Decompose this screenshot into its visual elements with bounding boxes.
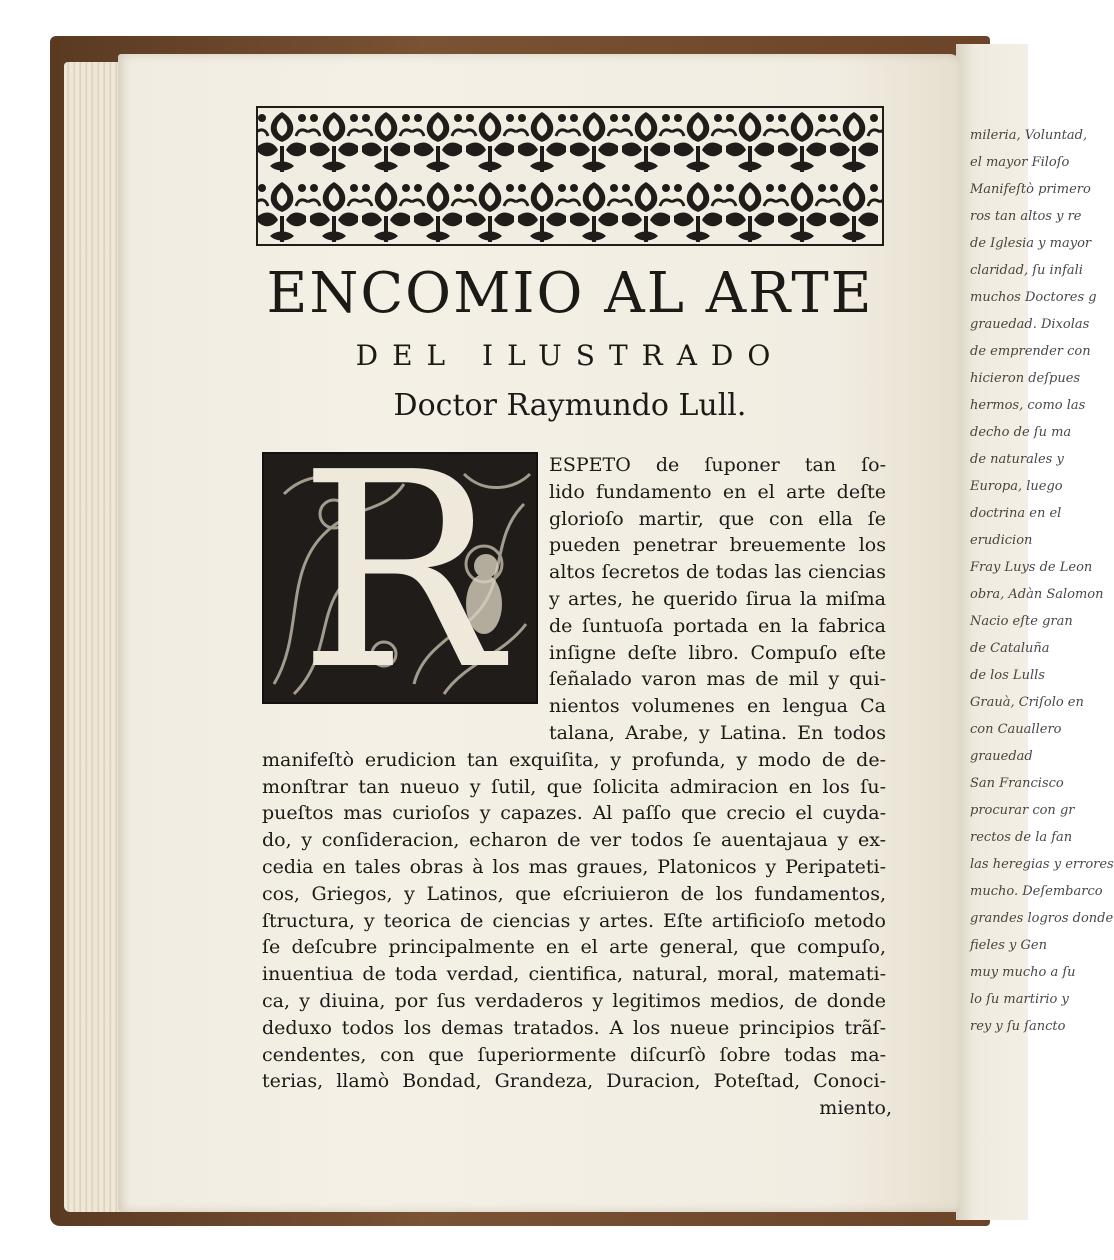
facing-line: grandes logros donde (970, 911, 1114, 926)
body-line: ſe deſcubre principalmente en el arte general, que compuſo, (262, 936, 886, 958)
facing-line: procurar con gr (970, 803, 1075, 818)
facing-line: muy mucho a ſu (970, 965, 1076, 980)
body-line: de ſuntuoſa portada en la fabrica (549, 615, 886, 637)
facing-line: Europa, luego (970, 479, 1063, 494)
facing-line: rectos de la fan (970, 830, 1073, 845)
body-line: lido fundamento en el arte deſte (549, 481, 886, 503)
body-line: cos, Griegos, y Latinos, que eſcriuieron de los fundamentos, (262, 883, 886, 905)
facing-page-text (956, 44, 1114, 1040)
body-line: ſtructura, y teorica de ciencias y artes. Eſte artificioſo metodo (262, 910, 886, 932)
woodcut-initial (262, 414, 538, 729)
facing-line: erudicion (970, 533, 1033, 548)
facing-line: decho de ſu ma (970, 425, 1072, 440)
facing-line: doctrina en el (970, 506, 1062, 521)
facing-line: San Francisco (970, 776, 1064, 791)
facing-line: obra, Adàn Salomon (970, 587, 1104, 602)
facing-line: Grauà, Criſolo en (970, 695, 1084, 710)
facing-line: de Iglesia y mayor (970, 236, 1092, 251)
body-line: inuentiua de toda verdad, cientifica, natural, moral, matemati- (262, 963, 886, 985)
facing-line: muchos Doctores g (970, 290, 1097, 305)
body-line: deduxo todos los demas tratados. A los nueue principios trãſ- (262, 1017, 886, 1039)
heading-title: ENCOMIO AL ARTE (266, 261, 874, 326)
body-line: talana, Arabe, y Latina. En todos (549, 722, 886, 744)
body-line: ſeñalado varon mas de mil y qui- (549, 668, 886, 690)
facing-line: de los Lulls (970, 668, 1045, 683)
facing-line: mucho. Deſembarco (970, 884, 1103, 899)
facing-line: mileria, Voluntad, (970, 128, 1088, 143)
facing-line: rey y ſu ſancto (970, 1019, 1066, 1034)
body-line: pueſtos mas curioſos y capazes. Al paſſo que crecio el cuyda- (262, 802, 886, 824)
ornament-band (256, 106, 884, 246)
facing-line: ros tan altos y re (970, 209, 1082, 224)
body-line: inſigne deſte libro. Compuſo eſte (549, 642, 886, 664)
heading-author: Doctor Raymundo Lull. (393, 388, 747, 423)
facing-line: con Cauallero (970, 722, 1062, 737)
body-line: nientos volumenes en lengua Ca (549, 695, 886, 717)
body-line: y artes, he querido ſirua la miſma (549, 588, 886, 610)
body-line: ca, y diuina, por ſus verdaderos y legitimos medios, de donde (262, 990, 886, 1012)
body-line: do, y conſideracion, echaron de ver todos ſe auentajaua y ex- (262, 829, 886, 851)
body-line: cendentes, con que ſuperiormente diſcurſò ſobre todas ma- (262, 1044, 886, 1066)
body-line: altos ſecretos de todas las ciencias (549, 561, 886, 583)
facing-line: hicieron deſpues (970, 371, 1081, 386)
facing-page (956, 44, 1114, 1220)
initial-letter: R (298, 414, 502, 729)
facing-line: de emprender con (970, 344, 1091, 359)
facing-line: lo ſu martirio y (970, 992, 1069, 1007)
facing-line: hermos, como las (970, 398, 1086, 413)
body-line: manifeſtò erudicion tan exquiſita, y profunda, y modo de de- (262, 749, 886, 771)
facing-line: las heregias y errores (970, 857, 1114, 872)
facing-line: de naturales y (970, 452, 1064, 467)
body-line: pueden penetrar breuemente los (549, 534, 886, 556)
body-line: monſtrar tan nueuo y ſutil, que ſolicita admiracion en los ſu- (262, 776, 886, 798)
facing-line: grauedad. Dixolas (970, 317, 1090, 332)
body-line: cedia en tales obras à los mas graues, Platonicos y Peripateti- (262, 856, 886, 878)
facing-line: grauedad (970, 749, 1033, 764)
heading-subtitle: DEL ILUSTRADO (355, 339, 785, 372)
facing-line: el mayor Filoſo (970, 155, 1070, 170)
body-line: glorioſo martir, que con ella ſe (549, 508, 886, 530)
body-line: ESPETO de ſuponer tan ſo- (549, 454, 886, 476)
facing-line: Fray Luys de Leon (970, 560, 1093, 575)
body-line: terias, llamò Bondad, Grandeza, Duracion, Poteſtad, Conoci- (262, 1070, 886, 1092)
facing-line: claridad, ſu infali (970, 263, 1083, 278)
facing-line: Manifeſtò primero (970, 182, 1091, 197)
facing-line: fieles y Gen (970, 938, 1047, 953)
body-line: miento, (819, 1097, 892, 1119)
facing-line: de Cataluña (970, 641, 1050, 656)
facing-line: Nacio eſte gran (970, 614, 1073, 629)
